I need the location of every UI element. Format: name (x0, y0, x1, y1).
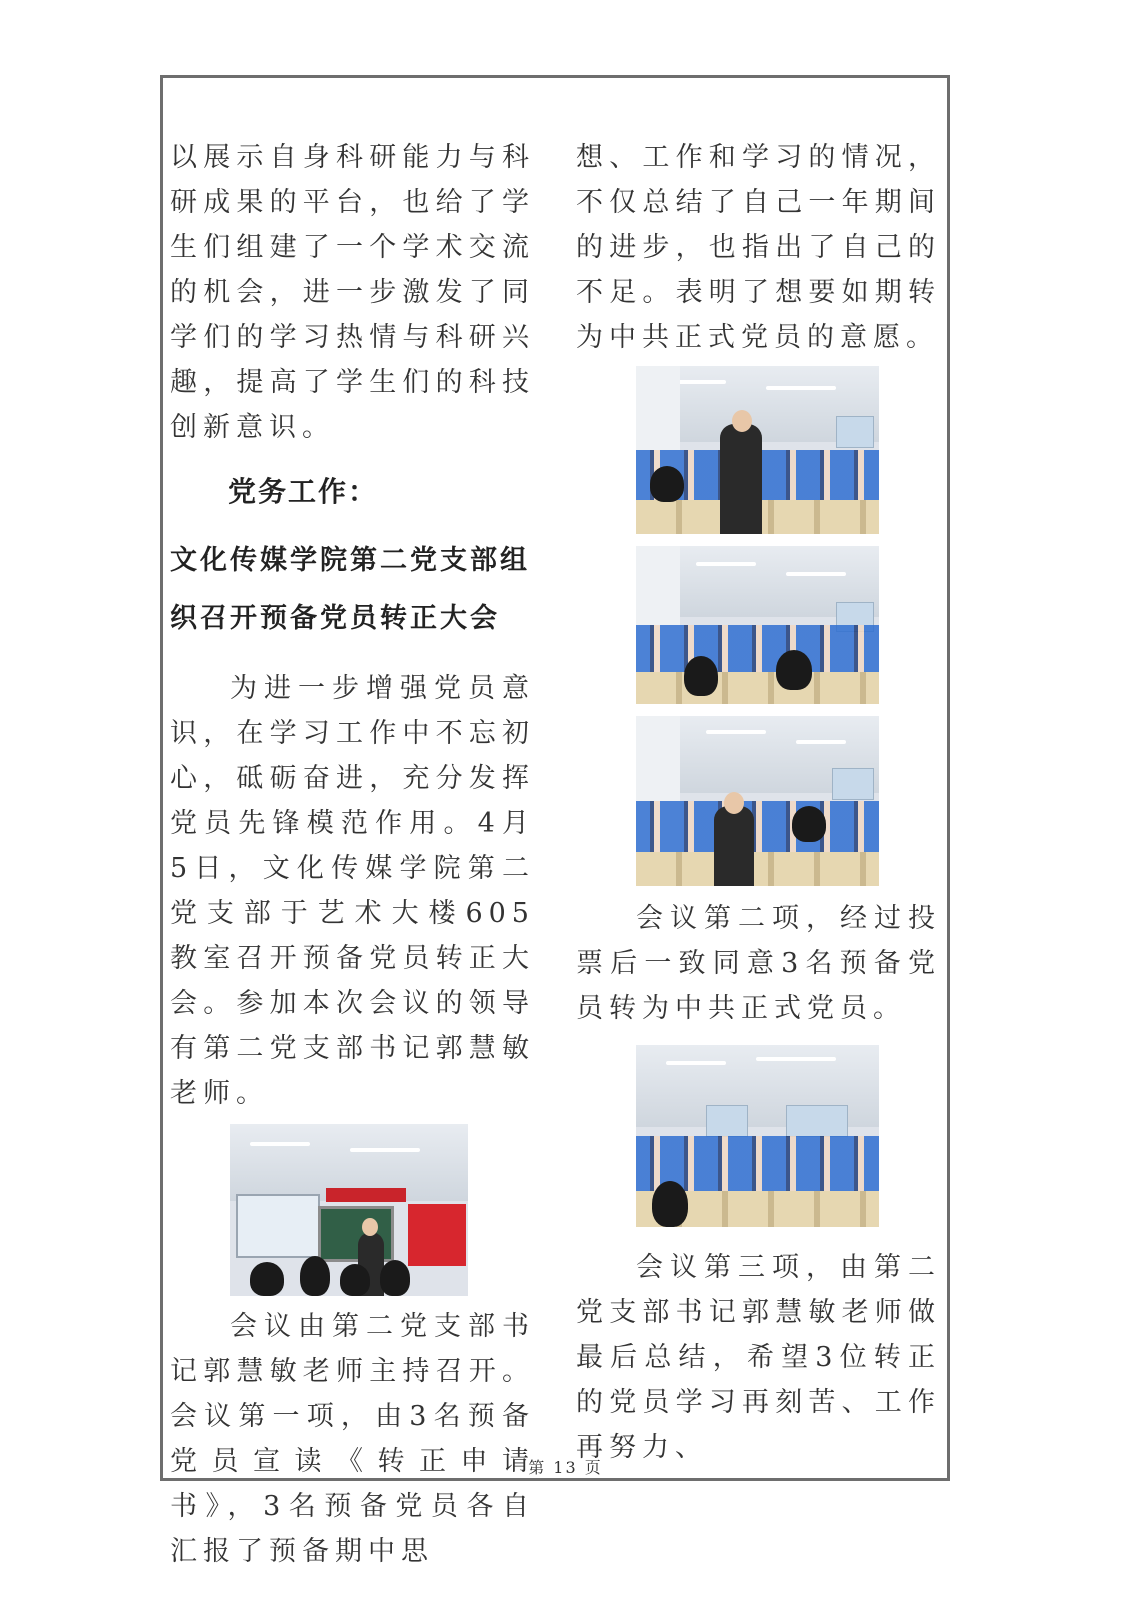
meeting-photo-classroom (636, 1045, 879, 1227)
meeting-photo-speaker-standing (636, 366, 879, 534)
intro-paragraph: 为进一步增强党员意识，在学习工作中不忘初心，砥砺奋进，充分发挥党员先锋模范作用。4月5日，文化传媒学院第二党支部于艺术大楼605教室召开预备党员转正大会。参加本次会议的领导有第二党支部书记郭慧敏老师。 (170, 673, 535, 1109)
item2-paragraph: 会议第二项，经过投票后一致同意3名预备党员转为中共正式党员。 (576, 903, 941, 1024)
right-paragraph-continuation: 想、工作和学习的情况，不仅总结了自己一年期间的进步，也指出了自己的不足。表明了想要如期转为中共正式党员的意愿。 (576, 142, 941, 353)
left-paragraph-continuation: 以展示自身科研能力与科研成果的平台，也给了学生们组建了一个学术交流的机会，进一步激发了同学们的学习热情与科研兴趣，提高了学生们的科技创新意识。 (170, 142, 535, 443)
item3-paragraph: 会议第三项，由第二党支部书记郭慧敏老师做最后总结，希望3位转正的党员学习再刻苦、工作再努力、 (576, 1252, 941, 1463)
meeting-photo-speaker-microphone (636, 716, 879, 886)
page-number: 第 13 页 (528, 1458, 603, 1477)
section-heading: 党务工作： (228, 475, 379, 508)
left-column (170, 135, 535, 1574)
meeting-photo-podium (230, 1124, 468, 1296)
article-title: 文化传媒学院第二党支部组织召开预备党员转正大会 (170, 545, 530, 634)
meeting-paragraph: 会议由第二党支部书记郭慧敏老师主持召开。会议第一项，由3名预备党员宣读《转正申请书》，3名预备党员各自汇报了预备期中思 (170, 1311, 535, 1567)
right-column (576, 135, 941, 1470)
meeting-photo-audience (636, 546, 879, 704)
